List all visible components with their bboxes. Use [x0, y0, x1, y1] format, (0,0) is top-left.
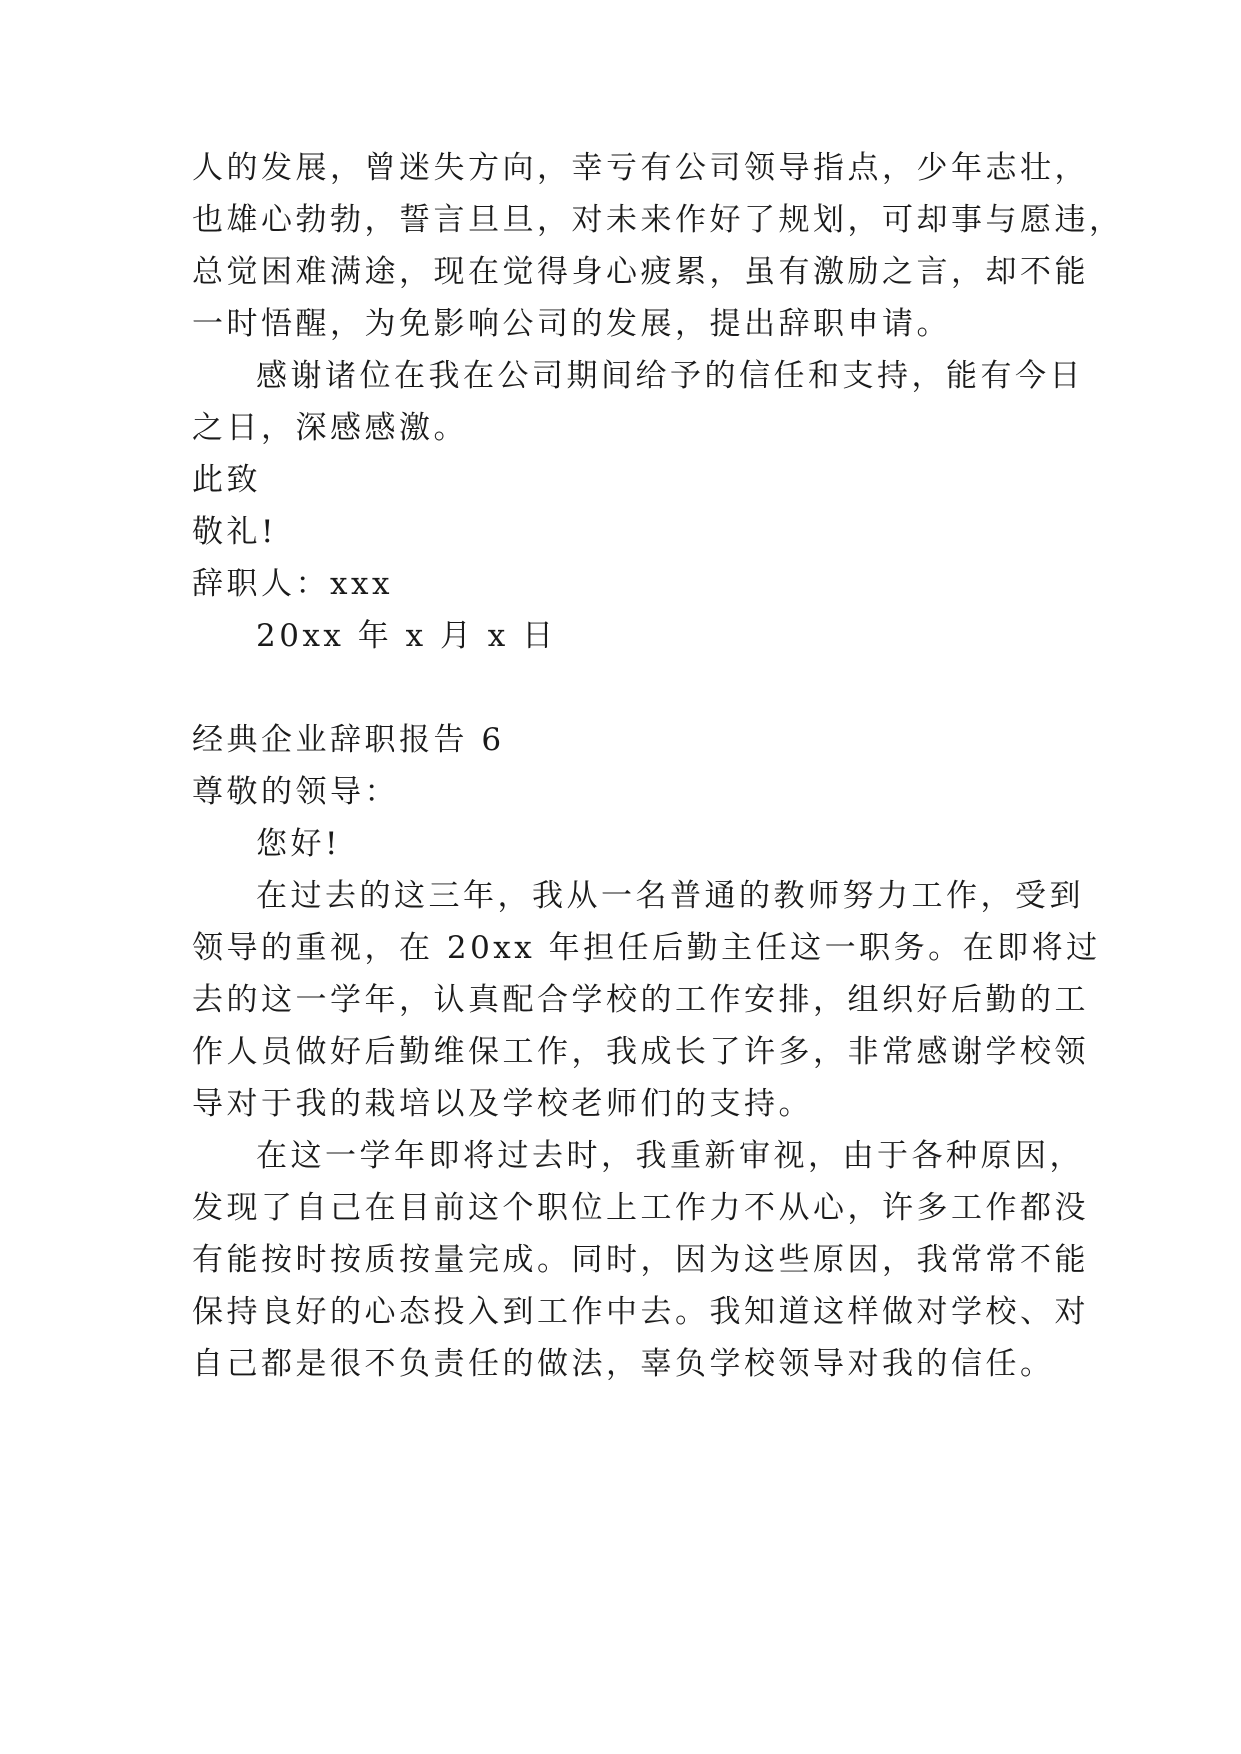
- paragraph-line: 保持良好的心态投入到工作中去。我知道这样做对学校、对: [192, 1294, 1089, 1330]
- paragraph-line: 作人员做好后勤维保工作，我成长了许多，非常感谢学校领: [192, 1034, 1089, 1070]
- paragraph-line: 自己都是很不负责任的做法，辜负学校领导对我的信任。: [192, 1346, 1055, 1382]
- paragraph-line: 去的这一学年，认真配合学校的工作安排，组织好后勤的工: [192, 982, 1089, 1018]
- section-title: 经典企业辞职报告 6: [192, 722, 505, 758]
- paragraph-line: 之日，深感感激。: [192, 410, 468, 446]
- paragraph-line: 人的发展，曾迷失方向，幸亏有公司领导指点，少年志壮，: [192, 150, 1089, 186]
- paragraph-line: 一时悟醒，为免影响公司的发展，提出辞职申请。: [192, 306, 951, 342]
- paragraph-line: 也雄心勃勃，誓言旦旦，对未来作好了规划，可却事与愿违，: [192, 202, 1124, 238]
- greeting-text: 尊敬的领导：: [192, 774, 399, 810]
- hello-text: 您好!: [256, 826, 341, 862]
- paragraph-line: 在这一学年即将过去时，我重新审视，由于各种原因，: [256, 1138, 1084, 1174]
- salute-text: 敬礼!: [192, 514, 277, 550]
- paragraph-line: 导对于我的栽培以及学校老师们的支持。: [192, 1086, 813, 1122]
- signature-line: 辞职人：xxx: [192, 566, 393, 602]
- paragraph-line: 总觉困难满途，现在觉得身心疲累，虽有激励之言，却不能: [192, 254, 1089, 290]
- paragraph-line: 感谢诸位在我在公司期间给予的信任和支持，能有今日: [256, 358, 1084, 394]
- paragraph-line: 在过去的这三年，我从一名普通的教师努力工作，受到: [256, 878, 1084, 914]
- paragraph-line: 领导的重视，在 20xx 年担任后勤主任这一职务。在即将过: [192, 930, 1101, 966]
- paragraph-line: 有能按时按质按量完成。同时，因为这些原因，我常常不能: [192, 1242, 1089, 1278]
- date-line: 20xx 年 x 月 x 日: [256, 618, 557, 654]
- closing-text: 此致: [192, 462, 261, 498]
- paragraph-line: 发现了自己在目前这个职位上工作力不从心，许多工作都没: [192, 1190, 1089, 1226]
